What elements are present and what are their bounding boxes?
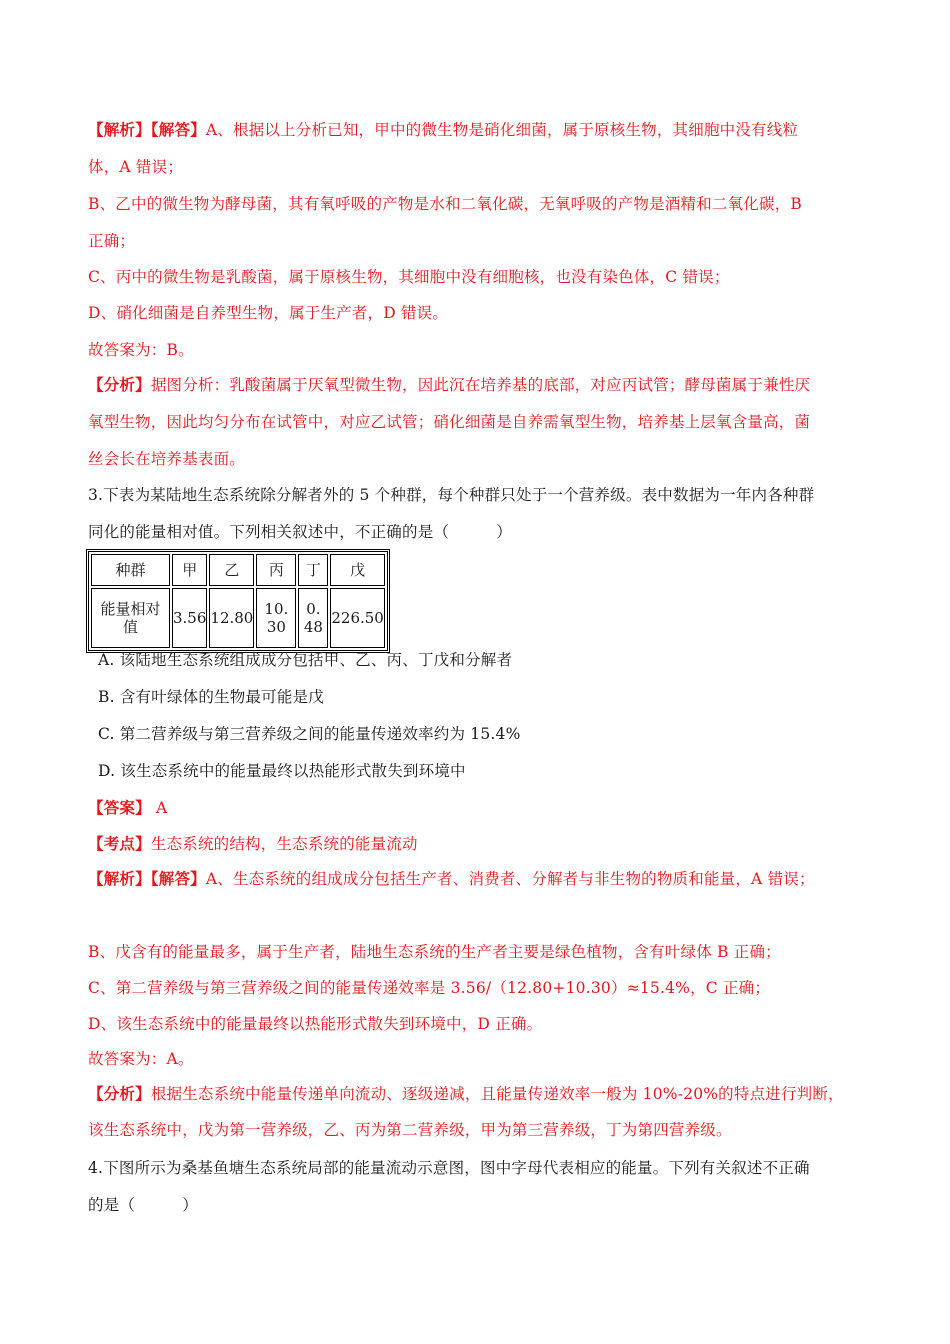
header-cell-ding: 丁: [298, 554, 328, 586]
fenxi-label: 【分析】: [88, 375, 151, 394]
header-cell-jia: 甲: [172, 554, 207, 586]
value-yi: 12.80: [209, 588, 254, 648]
q3-kaodian-line: [88, 832, 418, 854]
answer-label: 【答案】: [88, 798, 151, 817]
kaodian-value: 生态系统的结构，生态系统的能量流动: [150, 835, 418, 853]
q2-analysis-line-2: 体，A 错误；: [88, 158, 184, 176]
q3-option-d: D. 该生态系统中的能量最终以热能形式散失到环境中: [98, 762, 466, 780]
q3-option-b: B. 含有叶绿体的生物最可能是戊: [98, 688, 324, 706]
value-ding: 0. 48: [298, 588, 328, 648]
q3-final-answer: 故答案为：A。: [88, 1050, 194, 1068]
q3-analysis-d: D、该生态系统中的能量最终以热能形式散失到环境中，D 正确。: [88, 1015, 543, 1033]
value-bing: 10. 30: [256, 588, 296, 648]
q2-option-d: D、硝化细菌是自养型生物，属于生产者，D 错误。: [88, 304, 449, 322]
q2-fenxi-line-2: 氧型生物，因此均匀分布在试管中，对应乙试管；硝化细菌是自养需氧型生物，培养基上层氧含量高，菌: [88, 413, 811, 431]
table-header-row: [91, 554, 385, 586]
population-energy-table: [86, 549, 390, 653]
q4-stem-line-2: 的是（ ）: [88, 1196, 198, 1214]
q2-fenxi-line-1: 【分析】据图分析：乳酸菌属于厌氧型微生物，因此沉在培养基的底部，对应丙试管；酵母菌属于兼性厌: [88, 375, 811, 394]
header-cell-wu: 戊: [330, 554, 385, 586]
q3-option-c: C. 第二营养级与第三营养级之间的能量传递效率约为 15.4%: [98, 725, 521, 743]
table-data-row: [91, 588, 385, 648]
kaodian-label: 【考点】: [88, 834, 151, 853]
q2-option-b-line-1: B、乙中的微生物为酵母菌，其有氧呼吸的产物是水和二氧化碳，无氧呼吸的产物是酒精和二氧化碳，B: [88, 195, 802, 213]
q3-fenxi-line-1: 【分析】根据生态系统中能量传递单向流动、逐级递减，且能量传递效率一般为 10%-20%的特点进行判断，: [88, 1084, 844, 1103]
q3-answer-line: [88, 796, 167, 818]
answer-value: A: [150, 799, 168, 817]
row-label-energy: 能量相对 值: [91, 588, 170, 648]
q3-analysis-a: 【解析】【解答】A、生态系统的组成成分包括生产者、消费者、分解者与非生物的物质和能量，A 错误；: [88, 869, 815, 888]
q3-fenxi-line-2: 该生态系统中，戊为第一营养级，乙、丙为第二营养级，甲为第三营养级，丁为第四营养级。: [88, 1121, 732, 1139]
q2-answer: 故答案为：B。: [88, 341, 194, 359]
q3-stem-line-2: 同化的能量相对值。下列相关叙述中，不正确的是（ ）: [88, 523, 512, 541]
header-cell-yi: 乙: [209, 554, 254, 586]
header-cell-population: 种群: [91, 554, 170, 586]
q3-analysis-c: C、第二营养级与第三营养级之间的能量传递效率是 3.56/（12.80+10.30）≈15.4%，C 正确；: [88, 979, 771, 997]
analysis-answer-label: 【解析】【解答】: [88, 120, 206, 139]
value-wu: 226.50: [330, 588, 385, 648]
fenxi-label: 【分析】: [88, 1084, 151, 1103]
analysis-answer-label: 【解析】【解答】: [88, 869, 206, 888]
q4-stem-line-1: 4.下图所示为桑基鱼塘生态系统局部的能量流动示意图，图中字母代表相应的能量。下列有关叙述不正确: [88, 1159, 810, 1177]
q2-analysis-line-1: 【解析】【解答】A、根据以上分析已知，甲中的微生物是硝化细菌，属于原核生物，其细胞中没有线粒: [88, 120, 799, 139]
q3-option-a: A. 该陆地生态系统组成成分包括甲、乙、丙、丁戊和分解者: [98, 651, 513, 669]
q2-fenxi-line-3: 丝会长在培养基表面。: [88, 450, 246, 468]
value-jia: 3.56: [172, 588, 207, 648]
q3-stem-line-1: 3.下表为某陆地生态系统除分解者外的 5 个种群，每个种群只处于一个营养级。表中数据为一年内各种群: [88, 486, 815, 504]
q2-option-c: C、丙中的微生物是乳酸菌，属于原核生物，其细胞中没有细胞核，也没有染色体，C 错误；: [88, 268, 730, 286]
q2-option-b-line-2: 正确；: [88, 232, 136, 250]
header-cell-bing: 丙: [256, 554, 296, 586]
q3-analysis-b: B、戊含有的能量最多，属于生产者，陆地生态系统的生产者主要是绿色植物，含有叶绿体 B 正确；: [88, 943, 781, 961]
